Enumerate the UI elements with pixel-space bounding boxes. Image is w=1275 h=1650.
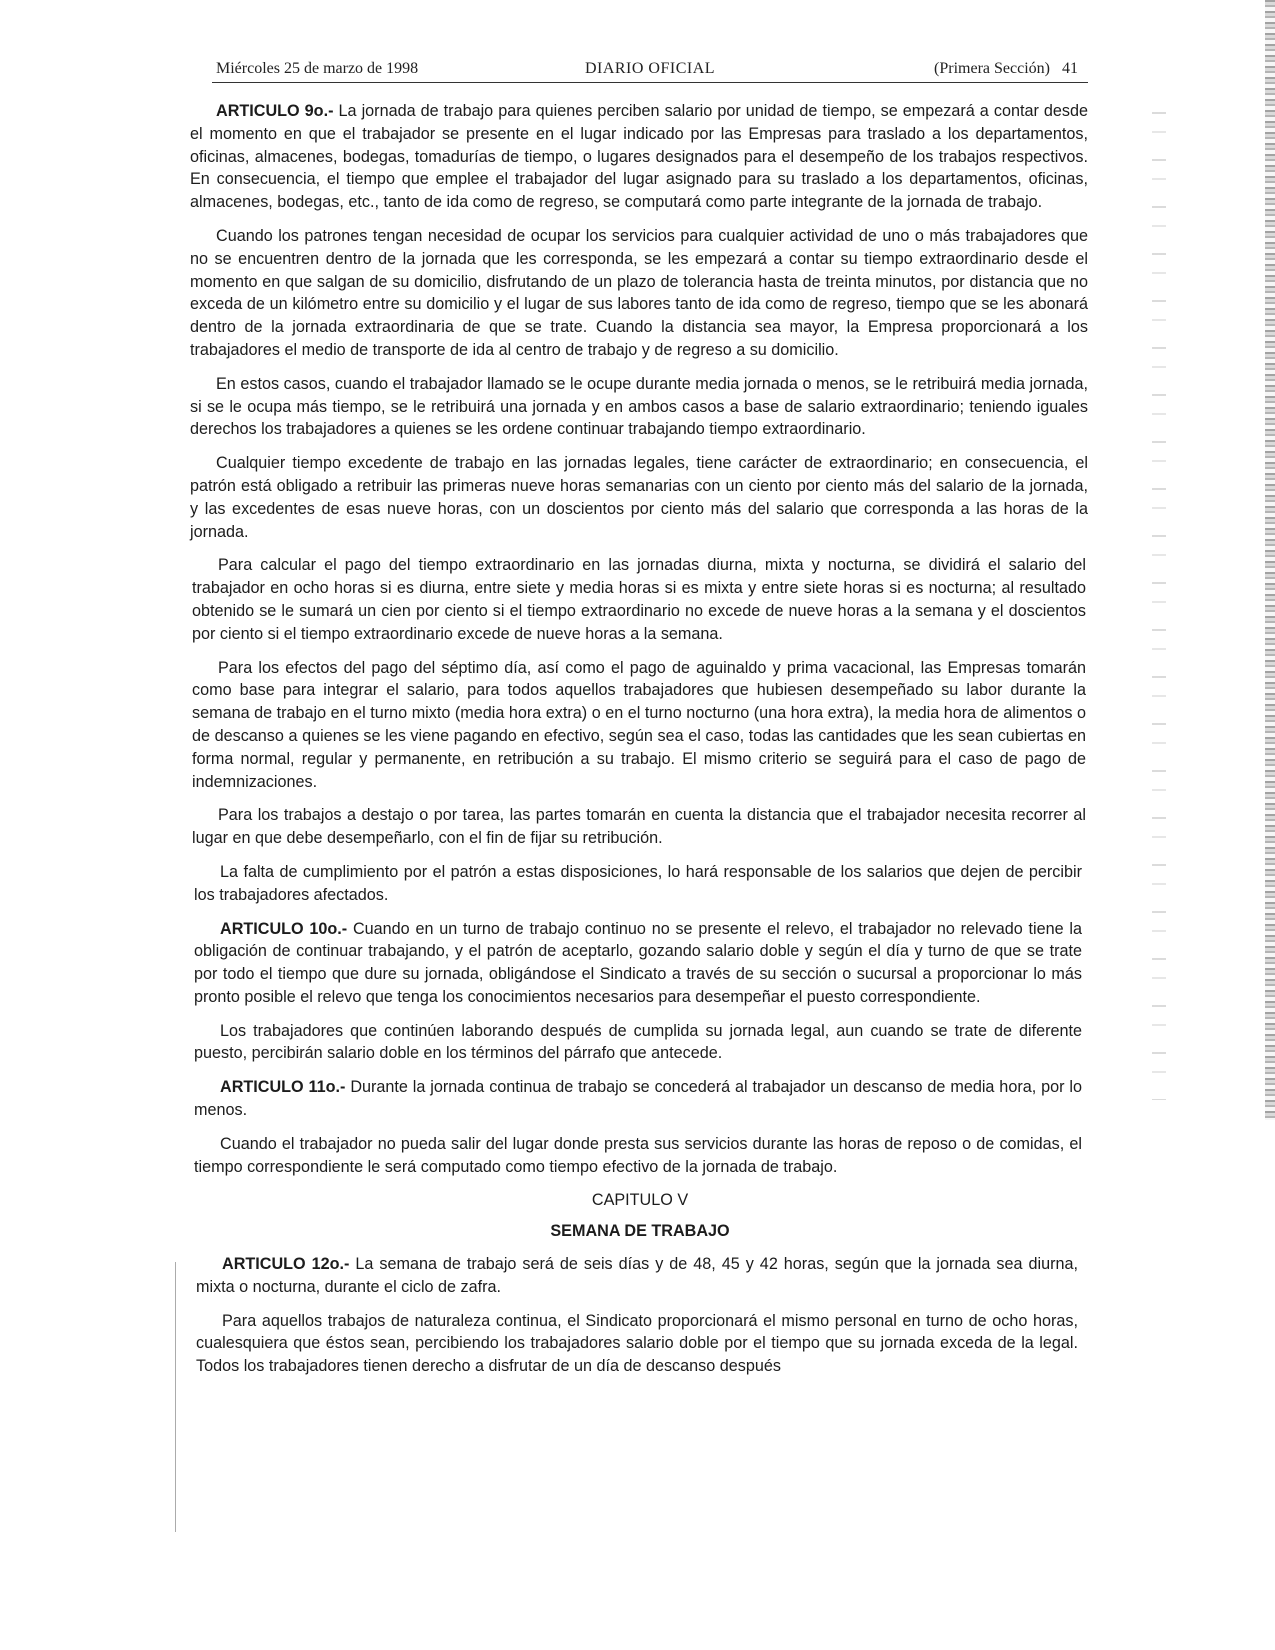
paragraph-text: Para calcular el pago del tiempo extraordinario en las jornadas diurna, mixta y nocturna, se dividirá el salario del trabajador en ocho horas si es diurna, entre siete y media horas si es mixta y entre siete horas si es nocturna; al resultado obtenido se le sumará un cien por ciento si el tiempo extraordinario no excede de nueve horas a la semana y el doscientos por ciento si el tiempo extraordinario excede de nueve horas a la semana. — [192, 556, 1086, 643]
article-heading: ARTICULO 11o.- — [220, 1078, 346, 1097]
paragraph-text: Cuando en un turno de trabajo continuo no se presente el relevo, el trabajador no relevado tiene la obligación de continuar trabajando, y el patrón de aceptarlo, gozando salario doble y según el día y turno de que se trate por todo el tiempo que dure su jornada, obligándose el Sindicato a través de su sección o sucursal a proporcionar lo más pronto posible el relevo que tenga los conocimientos necesarios para desempeñar el puesto correspondiente. — [194, 919, 1083, 1006]
paragraph — [194, 1076, 1082, 1122]
section-title: SEMANA DE TRABAJO — [550, 1222, 730, 1241]
paragraph — [190, 373, 1088, 441]
scan-margin-noise — [1152, 100, 1166, 1100]
paragraph — [196, 1253, 1078, 1299]
article-heading: ARTICULO 10o.- — [220, 919, 348, 938]
paragraph — [190, 225, 1088, 362]
paragraph — [194, 1133, 1082, 1179]
paragraph-text: Cuando los patrones tengan necesidad de ocupar los servicios para cualquier actividad de uno o más trabajadores que no se encuentren dentro de la jornada que les corresponda, se les empezará a contar su tiempo extraordinario desde el momento en que salgan de su domicilio, disfrutando de un plazo de tolerancia hasta de treinta minutos, por distancia que no exceda de un kilómetro entre su domicilio y el lugar de sus labores tanto de ida como de regreso, tiempo que se les abonará dentro de la jornada extraordinaria de que se trate. Cuando la distancia sea mayor, la Empresa proporcionará a los trabajadores el medio de transporte de ida al centro de trabajo y de regreso a su domicilio. — [190, 226, 1088, 359]
paragraph — [196, 1310, 1078, 1378]
scan-left-line-artifact — [175, 1262, 176, 1532]
page-header — [212, 60, 1088, 83]
paragraph-text: Cualquier tiempo excedente de trabajo en las jornadas legales, tiene carácter de extraordinario; en consecuencia, el patrón está obligado a retribuir las primeras nueve horas semanarias con un ciento por ciento más del salario de la jornada, y las excedentes de esas nueve horas, con un doscientos por ciento más del salario que corresponda a las horas de la jornada. — [190, 454, 1088, 541]
paragraph-text: Para los trabajos a destajo o por tarea, las partes tomarán en cuenta la distancia que el trabajador necesita recorrer al lugar en que debe desempeñarlo, con el fin de fijar su retribución. — [192, 806, 1086, 848]
paragraph-text: Para los efectos del pago del séptimo día, así como el pago de aguinaldo y prima vacacional, las Empresas tomarán como base para integrar el salario, para todos aquellos trabajadores que hubiesen desempeñado su labor durante la semana de trabajo en el turno mixto (media hora extra) o en el turno nocturno (una hora extra), la media hora de alimentos o de descanso a quienes se les viene pagando en efectivo, según sea el caso, todas las cantidades que les sean cubiertas en forma normal, regular y permanente, en retribución a su trabajo. El mismo criterio se seguirá para el caso de pago de indemnizaciones. — [192, 658, 1086, 791]
paragraph-text: En estos casos, cuando el trabajador llamado se le ocupe durante media jornada o menos, se le retribuirá media jornada, si se le ocupa más tiempo, se le retribuirá una jornada y en ambos casos a base de salario extraordinario; teniendo iguales derechos los trabajadores a quienes se les ordene continuar trabajando tiempo extraordinario. — [190, 374, 1088, 439]
chapter-heading: CAPITULO V — [591, 1191, 689, 1210]
paragraph-text: Durante la jornada continua de trabajo se concederá al trabajador un descanso de media hora, por lo menos. — [194, 1078, 1082, 1120]
article-heading: ARTICULO 9o.- — [216, 102, 334, 120]
header-section-label: (Primera Sección) — [934, 60, 1050, 77]
paragraph-text: Para aquellos trabajos de naturaleza continua, el Sindicato proporcionará el mismo personal en turno de ocho horas, cualesquiera que éstos sean, percibiendo los trabajadores salario doble por el tiempo que su jornada exceda de la legal. Todos los trabajadores tienen derecho a disfrutar de un día de descanso después — [196, 1311, 1078, 1376]
paragraph — [192, 804, 1086, 850]
scan-edge-artifact — [1265, 0, 1275, 1120]
paragraph — [192, 657, 1086, 794]
header-section — [934, 60, 1078, 78]
paragraph — [190, 452, 1088, 543]
header-date: Miércoles 25 de marzo de 1998 — [216, 60, 419, 77]
paragraph — [192, 554, 1086, 645]
paragraph-text: Cuando el trabajador no pueda salir del lugar donde presta sus servicios durante las horas de reposo o de comidas, el tiempo correspondiente le será computado como tiempo efectivo de la jornada de trabajo. — [194, 1134, 1082, 1176]
document-body — [188, 100, 1092, 1389]
paragraph — [194, 1020, 1082, 1066]
paragraph — [194, 918, 1082, 1009]
article-heading: ARTICULO 12o.- — [222, 1255, 350, 1274]
paragraph — [190, 100, 1088, 214]
paragraph — [194, 861, 1082, 907]
header-title: DIARIO OFICIAL — [584, 60, 716, 77]
header-page-number: 41 — [1062, 60, 1078, 77]
paragraph-text: La semana de trabajo será de seis días y de 48, 45 y 42 horas, según que la jornada sea diurna, mixta o nocturna, durante el ciclo de zafra. — [196, 1255, 1078, 1296]
paragraph-text: Los trabajadores que continúen laborando después de cumplida su jornada legal, aun cuando se trate de diferente puesto, percibirán salario doble en los términos del párrafo que antecede. — [194, 1021, 1082, 1063]
paragraph-text: La falta de cumplimiento por el patrón a estas disposiciones, lo hará responsable de los salarios que dejen de percibir los trabajadores afectados. — [194, 862, 1082, 904]
paragraph-text: La jornada de trabajo para quienes perciben salario por unidad de tiempo, se empezará a contar desde el momento en que el trabajador se presente en el lugar indicado por las Empresas para traslado a los departamentos, oficinas, almacenes, bodegas, tomadurías de tiempo, o lugares designados para el desempeño de los trabajos respectivos. En consecuencia, el tiempo que emplee el trabajador del lugar asignado para su traslado a los departamentos, oficinas, almacenes, bodegas, etc., tanto de ida como de regreso, se computará como parte integrante de la jornada de trabajo. — [190, 102, 1088, 212]
